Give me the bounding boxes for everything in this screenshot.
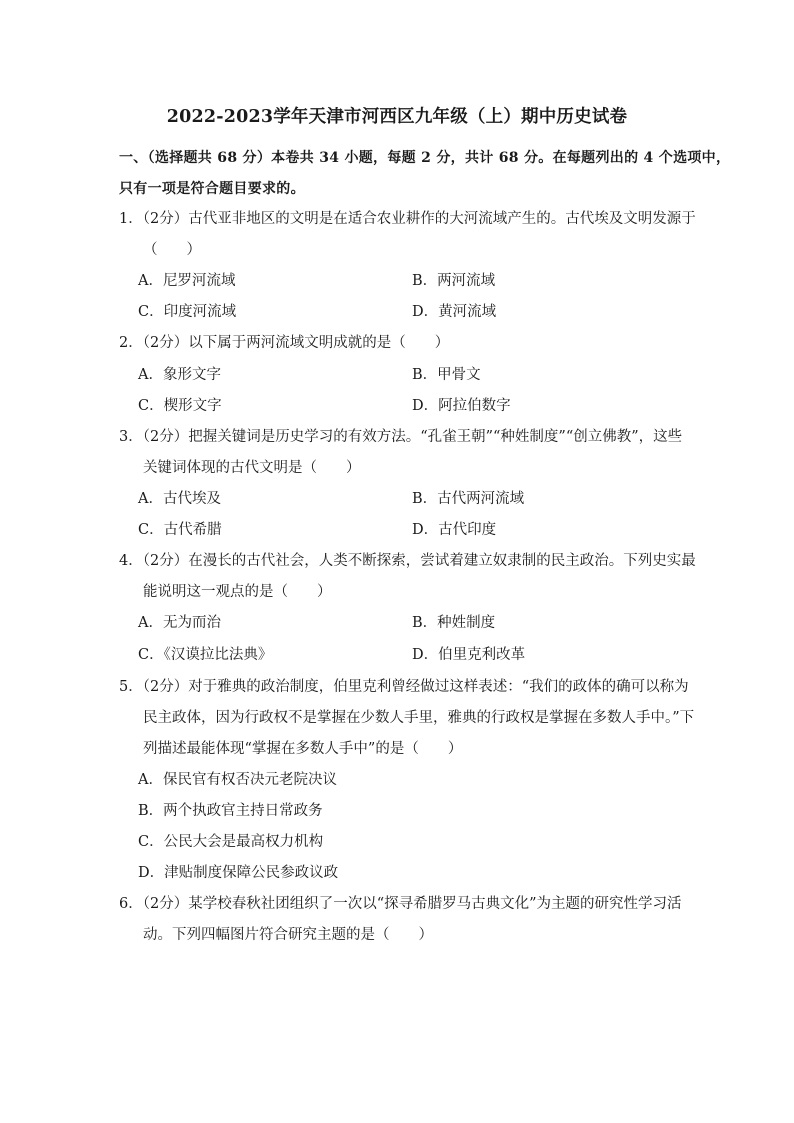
- section-instructions-line-1: 一、（选择题共 68 分）本卷共 34 小题，每题 2 分，共计 68 分。在每题列出的 4 个选项中，: [119, 150, 731, 166]
- question-2-option-a: A．象形文字: [138, 367, 221, 383]
- question-3-stem-line-2: 关键词体现的古代文明是（ ）: [143, 460, 361, 476]
- question-1-option-b: B．两河流域: [412, 273, 496, 289]
- question-5-option-c: C．公民大会是最高权力机构: [138, 834, 324, 850]
- question-5-option-b: B．两个执政官主持日常政务: [138, 803, 323, 819]
- question-3-option-d: D．古代印度: [412, 522, 497, 538]
- question-2-option-b: B．甲骨文: [412, 367, 481, 383]
- question-3-option-a: A．古代埃及: [138, 491, 221, 507]
- question-5-stem-line-2: 民主政体，因为行政权不是掌握在少数人手里，雅典的行政权是掌握在多数人手中。”下: [143, 710, 695, 726]
- question-5-stem-line-3: 列描述最能体现“掌握在多数人手中”的是（ ）: [143, 741, 463, 757]
- question-4-option-a: A．无为而治: [138, 615, 221, 631]
- question-2-option-d: D．阿拉伯数字: [412, 398, 511, 414]
- question-4-option-b: B．种姓制度: [412, 615, 496, 631]
- question-6-stem-line-2: 动。下列四幅图片符合研究主题的是（ ）: [143, 927, 433, 943]
- question-3-stem-line-1: 3．（2分）把握关键词是历史学习的有效方法。“孔雀王朝”“种姓制度”“创立佛教”，这些: [119, 429, 683, 445]
- question-5-stem-line-1: 5．（2分）对于雅典的政治制度，伯里克利曾经做过这样表述：“我们的政体的确可以称为: [119, 679, 689, 695]
- question-5-option-a: A．保民官有权否决元老院决议: [138, 772, 337, 788]
- question-1-option-d: D．黄河流域: [412, 304, 497, 320]
- question-2-option-c: C．楔形文字: [138, 398, 222, 414]
- section-instructions-line-2: 只有一项是符合题目要求的。: [119, 181, 305, 197]
- question-3-option-c: C．古代希腊: [138, 522, 222, 538]
- question-5-option-d: D．津贴制度保障公民参政议政: [138, 865, 339, 881]
- question-3-option-b: B．古代两河流域: [412, 491, 525, 507]
- question-4-stem-line-2: 能说明这一观点的是（ ）: [143, 584, 332, 600]
- question-1-option-a: A．尼罗河流域: [138, 273, 236, 289]
- question-2-stem-line-1: 2．（2分）以下属于两河流域文明成就的是（ ）: [119, 335, 450, 351]
- question-4-option-c: C．《汉谟拉比法典》: [138, 647, 273, 663]
- question-6-stem-line-1: 6．（2分）某学校春秋社团组织了一次以“探寻希腊罗马古典文化”为主题的研究性学习活: [119, 896, 682, 912]
- question-1-option-c: C．印度河流域: [138, 304, 237, 320]
- question-1-stem-line-1: 1．（2分）古代亚非地区的文明是在适合农业耕作的大河流域产生的。古代埃及文明发源于: [119, 211, 696, 227]
- question-4-stem-line-1: 4．（2分）在漫长的古代社会，人类不断探索，尝试着建立奴隶制的民主政治。下列史实最: [119, 553, 696, 569]
- exam-title: 2022-2023学年天津市河西区九年级（上）期中历史试卷: [166, 107, 628, 127]
- question-4-option-d: D．伯里克利改革: [412, 647, 526, 663]
- question-1-stem-line-2: （ ）: [143, 242, 201, 258]
